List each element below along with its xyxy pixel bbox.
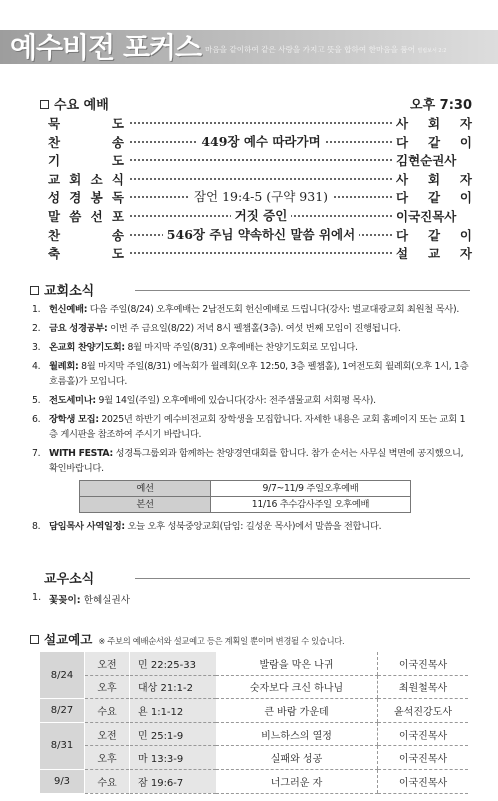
- worship-time: 오후 7:30: [410, 98, 472, 113]
- preaching-table: [40, 652, 468, 794]
- item-number: 8.: [32, 521, 41, 532]
- item-number: 1.: [32, 592, 42, 603]
- schedule-scripture: 대상 21:1-2: [130, 675, 217, 699]
- list-item: [32, 412, 470, 442]
- item-number: 7.: [32, 448, 41, 459]
- worship-label: 성 경 봉 독: [48, 190, 124, 206]
- news-heading: [30, 280, 470, 298]
- table-row: [40, 675, 468, 699]
- news-section: [30, 280, 470, 298]
- table-row: [40, 722, 468, 746]
- preaching-heading: [30, 630, 474, 650]
- schedule-scripture: 민 22:25-33: [130, 652, 217, 675]
- worship-heading: [40, 94, 472, 114]
- divider: [135, 290, 470, 291]
- worship-label: 묵 도: [48, 116, 124, 131]
- worship-row: [40, 114, 472, 133]
- schedule-preacher: 이국진목사: [378, 722, 469, 746]
- schedule-title: 숫자보다 크신 하나님: [216, 675, 378, 699]
- worship-content: 잠언 19:4-5 (구약 931): [130, 188, 392, 205]
- schedule-date: 8/24: [40, 652, 85, 699]
- list-item: [32, 302, 470, 317]
- dotted-leader: [130, 178, 392, 180]
- tagline-ref: 빌립보서 2:2: [417, 48, 447, 54]
- dotted-leader: [130, 122, 392, 124]
- schedule-preacher: 이국진목사: [378, 769, 469, 793]
- divider: [135, 578, 470, 579]
- item-head: 전도세미나:: [49, 395, 96, 406]
- worship-person: 설 교 자: [396, 246, 472, 262]
- schedule-date: 8/27: [40, 699, 85, 723]
- prayer-heading: [30, 568, 470, 586]
- worship-title: 수요 예배: [54, 98, 109, 113]
- checkbox-square-icon: [40, 100, 49, 109]
- worship-person: 다 같 이: [396, 190, 472, 206]
- item-body: 오늘 오후 성북중앙교회(담임: 길성운 목사)에서 말씀을 전합니다.: [124, 521, 382, 532]
- schedule-preacher: 이국진목사: [378, 746, 469, 770]
- prayer-list: [32, 592, 470, 610]
- item-number: 5.: [32, 395, 41, 406]
- list-item: [32, 592, 470, 606]
- list-item: [32, 359, 470, 389]
- item-number: 2.: [32, 323, 41, 334]
- item-body: 이번 주 금요일(8/22) 저녁 8시 펠챔홀(3층). 여섯 번째 모임이 진행됩니다.: [107, 323, 401, 334]
- schedule-scripture: 욘 1:1-12: [130, 699, 217, 723]
- worship-row: [40, 188, 472, 207]
- list-item: [32, 393, 470, 408]
- worship-label: 말 씀 선 포: [48, 208, 124, 224]
- contest-when: 9/7~11/9 주일오후예배: [211, 481, 411, 497]
- worship-order: [40, 94, 472, 263]
- worship-person: 김현순권사: [396, 153, 457, 169]
- item-number: 6.: [32, 414, 41, 425]
- contest-table: [79, 480, 411, 513]
- schedule-title: 비느하스의 열정: [216, 722, 378, 746]
- worship-label: 교 회 소 식: [48, 171, 124, 187]
- tagline-text: 마음을 같이하여 같은 사랑을 가지고 뜻을 합하여 한마음을 품어: [205, 45, 416, 54]
- header: [0, 0, 498, 78]
- schedule-date: 8/31: [40, 722, 85, 769]
- header-title: 예수비전 포커스: [10, 31, 202, 64]
- item-body: 8월 마지막 주일(8/31) 에녹회가 월례회(오후 12:50, 3층 펠챔홀), 1여전도회 월례회(오후 1시, 1층 흐름홀)가 모입니다.: [49, 361, 469, 387]
- worship-label: 찬 송: [48, 227, 124, 243]
- item-number: 3.: [32, 342, 41, 353]
- table-row: [80, 497, 411, 513]
- item-body: 한혜실권사: [80, 595, 131, 606]
- worship-content: 546장 주님 약속하신 말씀 위에서: [130, 226, 392, 243]
- schedule-date: 9/3: [40, 769, 85, 793]
- list-item: [32, 519, 470, 534]
- item-head: 담임목사 사역일정:: [49, 521, 125, 532]
- item-body: 8월 마지막 주일(8/31) 오후예배는 찬양기도회로 모입니다.: [124, 342, 358, 353]
- worship-row: [40, 151, 472, 170]
- worship-person: 사 회 자: [396, 116, 472, 131]
- schedule-preacher: 윤석진강도사: [378, 699, 469, 723]
- worship-row: [40, 170, 472, 189]
- worship-person: 사 회 자: [396, 171, 472, 187]
- worship-row: [40, 244, 472, 263]
- table-row: [40, 699, 468, 723]
- dotted-leader: [130, 159, 392, 161]
- item-head: 온교회 찬양기도회:: [49, 342, 125, 353]
- schedule-scripture: 민 25:1-9: [130, 722, 217, 746]
- schedule-service: 수요: [85, 699, 130, 723]
- contest-round: 본선: [80, 497, 211, 513]
- worship-rows: [40, 114, 472, 263]
- item-head: 월례회:: [49, 361, 79, 372]
- schedule-preacher: 최원철목사: [378, 675, 469, 699]
- contest-when: 11/16 추수감사주일 오후예배: [211, 497, 411, 513]
- schedule-scripture: 잠 19:6-7: [130, 769, 217, 793]
- schedule-service: 오후: [85, 746, 130, 770]
- schedule-service: 수요: [85, 769, 130, 793]
- worship-row: [40, 226, 472, 245]
- table-row: [80, 481, 411, 497]
- worship-person: 다 같 이: [396, 227, 472, 243]
- table-row: [40, 769, 468, 793]
- item-body: 2025년 하반기 예수비전교회 장학생을 모집합니다. 자세한 내용은 교회 홈페이지 또는 교회 1층 게시판을 참조하여 주시기 바랍니다.: [49, 414, 466, 440]
- table-row: [40, 652, 468, 675]
- worship-person: 이국진목사: [396, 208, 457, 224]
- worship-person: 다 같 이: [396, 134, 472, 150]
- item-body: 다음 주일(8/24) 오후예배는 2남전도회 헌신예배로 드립니다(강사: 벌교대광교회 최원철 목사).: [87, 304, 459, 315]
- schedule-scripture: 마 13:3-9: [130, 746, 217, 770]
- schedule-service: 오후: [85, 675, 130, 699]
- item-head: 금요 성경공부:: [49, 323, 108, 334]
- contest-round: 예선: [80, 481, 211, 497]
- schedule-title: 실패와 성공: [216, 746, 378, 770]
- preaching-note: ※ 주보의 예배순서와 설교예고 등은 계획일 뿐이며 변경될 수 있습니다.: [98, 636, 345, 646]
- item-head: 꽃꽂이:: [49, 595, 81, 606]
- worship-label: 찬 송: [48, 134, 124, 150]
- worship-row: [40, 133, 472, 152]
- schedule-title: 큰 바람 가운데: [216, 699, 378, 723]
- item-head: 헌신예배:: [49, 304, 88, 315]
- checkbox-square-icon: [30, 635, 39, 644]
- item-head: WITH FESTA:: [49, 448, 113, 459]
- item-number: 4.: [32, 361, 41, 372]
- list-item: [32, 446, 470, 476]
- schedule-title: 발람을 막은 나귀: [216, 652, 378, 675]
- worship-content: 449장 예수 따라가며: [130, 133, 392, 150]
- news-title: 교회소식: [44, 284, 95, 299]
- schedule-service: 오전: [85, 652, 130, 675]
- worship-content: 거짓 증인: [130, 207, 392, 224]
- worship-label: 축 도: [48, 246, 124, 262]
- preaching-title: 설교예고: [44, 632, 93, 647]
- item-head: 장학생 모집:: [49, 414, 99, 425]
- item-body: 9월 14일(주일) 오후예배에 있습니다(강사: 전주샘물교회 서회평 목사).: [95, 395, 376, 406]
- schedule-title: 너그러운 자: [216, 769, 378, 793]
- schedule-service: 오전: [85, 722, 130, 746]
- preaching-section: [30, 630, 474, 789]
- list-item: [32, 321, 470, 336]
- schedule-preacher: 이국진목사: [378, 652, 469, 675]
- worship-label: 기 도: [48, 153, 124, 169]
- item-number: 1.: [32, 304, 41, 315]
- worship-row: [40, 207, 472, 226]
- prayer-section: [30, 568, 470, 586]
- table-row: [40, 746, 468, 770]
- checkbox-square-icon: [30, 286, 39, 295]
- header-tagline: [205, 44, 446, 55]
- dotted-leader: [130, 252, 392, 254]
- item-body: 성경특그룹외과 함께하는 찬양경연대회를 합니다. 참가 순서는 사무실 벽면에 공지했으니, 확인바랍니다.: [49, 448, 464, 474]
- prayer-title: 교우소식: [44, 572, 95, 587]
- list-item: [32, 340, 470, 355]
- news-list: [32, 302, 470, 538]
